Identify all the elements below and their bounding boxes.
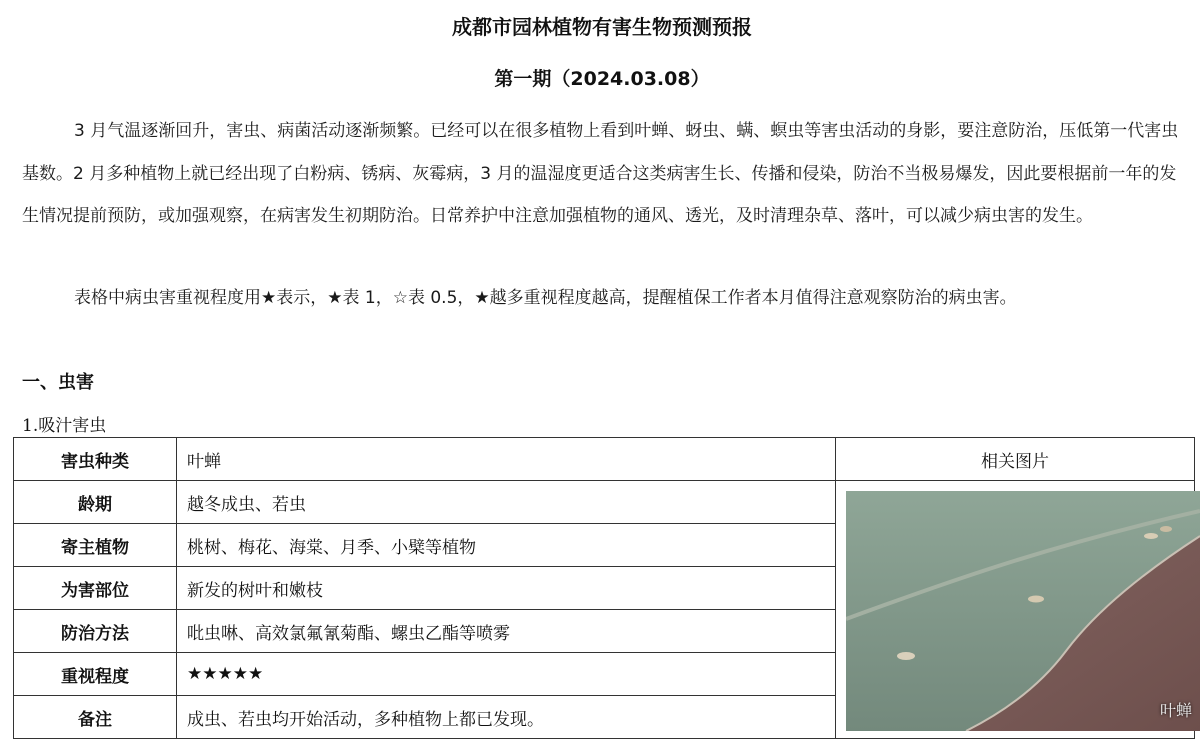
document-title: 成都市园林植物有害生物预测预报 — [452, 15, 752, 39]
leaf-image — [846, 491, 1200, 731]
table-row — [14, 438, 1195, 481]
row-value: 吡虫啉、高效氯氟氰菊酯、螺虫乙酯等喷雾 — [177, 610, 836, 653]
image-column-header: 相关图片 — [836, 438, 1195, 481]
photo-caption: 叶蝉 — [1159, 700, 1192, 720]
section-heading: 一、虫害 — [22, 372, 94, 393]
row-label: 备注 — [14, 696, 177, 739]
row-label: 龄期 — [14, 481, 177, 524]
leafhopper-mark — [897, 652, 915, 660]
leafhopper-photo — [846, 491, 1200, 731]
row-value: 成虫、若虫均开始活动，多种植物上都已发现。 — [177, 696, 836, 739]
subsection-heading: 1.吸汁害虫 — [22, 416, 107, 436]
legend-paragraph: 表格中病虫害重视程度用★表示，★表 1，☆表 0.5，★越多重视程度越高，提醒植保工作者本月值得注意观察防治的病虫害。 — [74, 288, 1017, 308]
table-row — [14, 481, 1195, 524]
importance-stars: ★★★★★ — [177, 653, 836, 696]
row-value: 新发的树叶和嫩枝 — [177, 567, 836, 610]
pest-table — [13, 437, 1195, 739]
leafhopper-mark — [1160, 526, 1172, 532]
row-label: 为害部位 — [14, 567, 177, 610]
intro-paragraph: 3 月气温逐渐回升，害虫、病菌活动逐渐频繁。已经可以在很多植物上看到叶蝉、蚜虫、螨、螟虫等害虫活动的身影，要注意防治，压低第一代害虫基数。2 月多种植物上就已经出现了白粉病、锈病、灰霉病，3 月的温湿度更适合这类病害生长、传播和侵染，防治不当极易爆发，因此要根据前一年的发生情况提前预防，或加强观察，在病害发生初期防治。日常养护中注意加强植物的通风、透光，及时清理杂草、落叶，可以减少病虫害的发生。 — [22, 121, 1179, 226]
issue-subtitle: 第一期（2024.03.08） — [494, 68, 710, 90]
row-value: 越冬成虫、若虫 — [177, 481, 836, 524]
row-label: 害虫种类 — [14, 438, 177, 481]
row-label: 重视程度 — [14, 653, 177, 696]
row-value: 桃树、梅花、海棠、月季、小檗等植物 — [177, 524, 836, 567]
row-value: 叶蝉 — [177, 438, 836, 481]
row-label: 寄主植物 — [14, 524, 177, 567]
leafhopper-mark — [1028, 595, 1044, 602]
row-label: 防治方法 — [14, 610, 177, 653]
leafhopper-mark — [1144, 533, 1158, 539]
image-cell — [836, 481, 1195, 739]
